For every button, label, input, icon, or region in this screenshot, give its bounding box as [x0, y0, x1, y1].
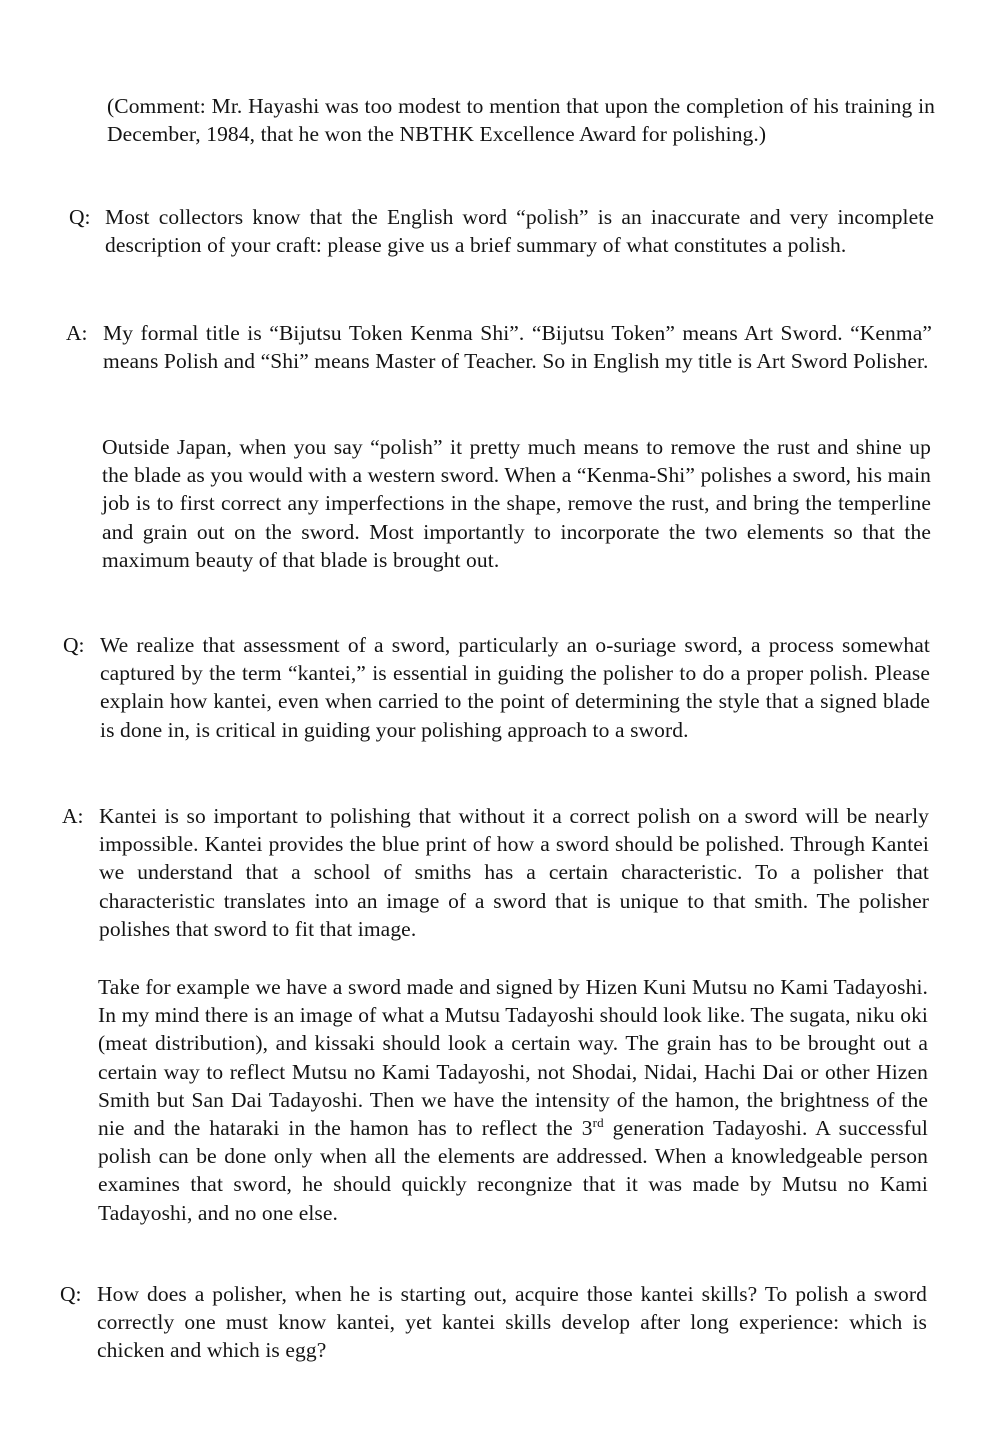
ordinal-superscript: rd: [592, 1114, 604, 1130]
a2-paragraph-1: Kantei is so important to polishing that without it a correct polish on a sword will be nearly impossible. Kantei provides the blue print of how a sword should be polished. Through Kantei we understand that a school of smiths has a certain characteristic. To a polisher that characteristic translates into an image of a sword that is unique to that smith. The polisher polishes that sword to fit that image.: [99, 804, 929, 941]
a1-marker: A:: [66, 321, 88, 345]
q1-marker: Q:: [69, 205, 91, 229]
q3-marker: Q:: [60, 1282, 82, 1306]
q2-text: We realize that assessment of a sword, particularly an o-suriage sword, a process somewhat captured by the term “kantei,” is essential in guiding the polisher to do a proper polish. Please explain how kantei, even when carried to the point of determining the style that a signed blade is done in, is critical in guiding your polishing approach to a sword.: [100, 633, 930, 742]
q1-text: Most collectors know that the English word “polish” is an inaccurate and very incomplete description of your craft: please give us a brief summary of what constitutes a polish.: [105, 205, 934, 258]
a1-paragraph-2: Outside Japan, when you say “polish” it pretty much means to remove the rust and shine up the blade as you would with a western sword. When a “Kenma-Shi” polishes a sword, his main job is to first correct any imperfections in the shape, remove the rust, and bring the temperline and grain out on the sword. Most importantly to incorporate the two elements so that the maximum beauty of that blade is brought out.: [102, 435, 931, 572]
a2-paragraph-2-text-before: Take for example we have a sword made and signed by Hizen Kuni Mutsu no Kami Tadayoshi. In my mind there is an image of what a Mutsu Tadayoshi should look like. The sugata, niku oki (meat distribution), and kissaki should look a certain way. The grain has to be brought out a certain way to reflect Mutsu no Kami Tadayoshi, not Shodai, Nidai, Hachi Dai or other Hizen Smith but San Dai Tadayoshi. Then we have the intensity of the hamon, the brightness of the nie and the hataraki in the hamon has to reflect the 3: [98, 975, 928, 1141]
q2-marker: Q:: [63, 633, 85, 657]
comment-paragraph: (Comment: Mr. Hayashi was too modest to mention that upon the completion of his training in December, 1984, that he won the NBTHK Excellence Award for polishing.): [107, 94, 935, 147]
a2-paragraph-2: [98, 973, 928, 1227]
a2-marker: A:: [62, 804, 84, 828]
q3-text: How does a polisher, when he is starting out, acquire those kantei skills? To polish a sword correctly one must know kantei, yet kantei skills develop after long experience: which is chicken and which is egg?: [97, 1282, 927, 1363]
a1-paragraph-1: My formal title is “Bijutsu Token Kenma Shi”. “Bijutsu Token” means Art Sword. “Kenma” means Polish and “Shi” means Master of Teacher. So in English my title is Art Sword Polisher.: [103, 321, 932, 374]
a2-paragraph-2-text-after: generation Tadayoshi. A successful polish can be done only when all the elements are addressed. When a knowledgeable person examines that sword, he should quickly recongnize that it was made by Mutsu no Kami Tadayoshi, and no one else.: [98, 1116, 928, 1225]
